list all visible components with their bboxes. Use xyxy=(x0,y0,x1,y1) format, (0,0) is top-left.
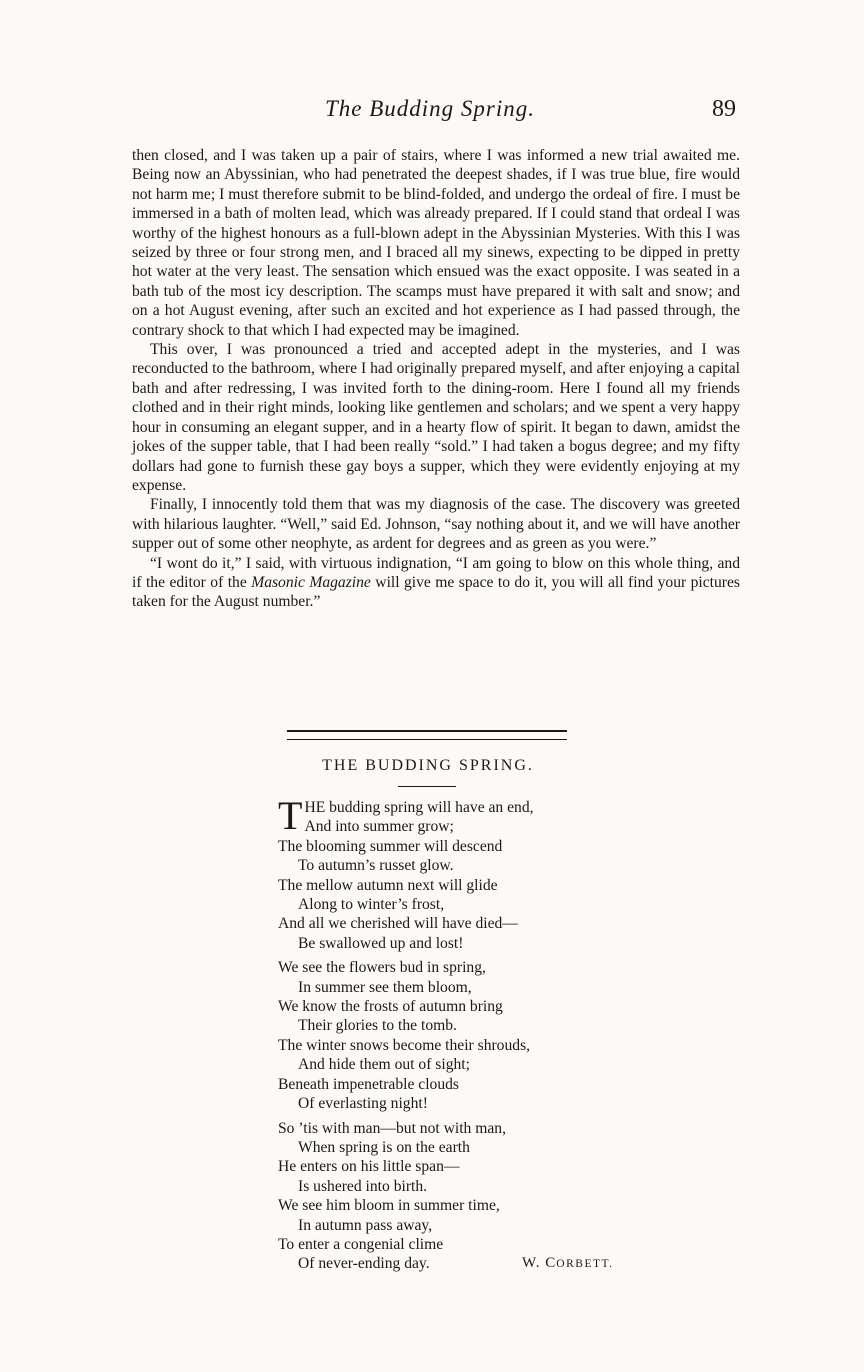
poem-line: The blooming summer will descend xyxy=(278,837,503,855)
stanza xyxy=(278,1119,638,1274)
article-prose xyxy=(132,146,740,612)
title-rule xyxy=(398,786,456,787)
poem-line: And into summer grow; xyxy=(304,818,454,836)
paragraph: This over, I was pronounced a tried and accepted adept in the mysteries, and I was reconducted to the bathroom, where I had originally prepared myself, and after enjoying a capital bath and after redressing, I was invited forth to the dining-room. Here I found all my friends clothed and in their right minds, looking like gentlemen and scholars; and we spent a very happy hour in consuming an elegant supper, and in a hearty flow of spirit. It began to dawn, amidst the jokes of the supper table, that I had been really “sold.” I had taken a bogus degree; and my fifty dollars had gone to furnish these gay boys a supper, which they were evidently enjoying at my expense. xyxy=(132,341,740,494)
stanza xyxy=(278,958,638,1113)
poem-line: So ’tis with man—but not with man, xyxy=(278,1119,506,1137)
poem-line: Along to winter’s frost, xyxy=(298,896,445,914)
poem-line: Be swallowed up and lost! xyxy=(298,934,464,952)
poem-line: The winter snows become their shrouds, xyxy=(278,1036,531,1054)
poem-line: To enter a congenial clime xyxy=(278,1235,444,1253)
poem-line: Beneath impenetrable clouds xyxy=(278,1075,459,1093)
running-head xyxy=(0,96,864,130)
paragraph-text: “I wont do it,” I said, with virtuous indignation, “I am going to blow on this whole thing, and if the editor of the xyxy=(132,554,740,591)
poem-line: THE budding spring will have an end, xyxy=(278,793,534,838)
drop-cap: T xyxy=(278,793,303,838)
paragraph: then closed, and I was taken up a pair of stairs, where I was informed a new trial awaited me. Being now an Abyssinian, who had penetrated the deepest shades, if I was true blue, fire would not harm me; I must therefore submit to be blind-folded, and undergo the ordeal of fire. I must be immersed in a bath of molten lead, which was already prepared. If I could stand that ordeal I was worthy of the highest honours as a full-blown adept in the Abyssinian Mysteries. With this I was seized by three or four strong men, and I braced all my sinews, expecting to be dipped in pretty hot water at the very least. The sensation which ensued was the exact opposite. I was seated in a bath tub of the most icy description. The scamps must have prepared it with salt and snow; and on a hot August evening, after such an excited and hot experience as I had passed through, the contrary shock to that which I had expected may be imagined. xyxy=(132,147,740,339)
paragraph xyxy=(132,554,740,612)
poem-line: And hide them out of sight; xyxy=(298,1056,470,1074)
poem-line: He enters on his little span— xyxy=(278,1158,460,1176)
poem-line: In autumn pass away, xyxy=(298,1216,433,1234)
section-divider xyxy=(287,730,567,740)
poem-line: Of everlasting night! xyxy=(298,1095,428,1113)
poem-line: Of never-ending day. xyxy=(298,1255,430,1273)
poem-line: Their glories to the tomb. xyxy=(298,1017,457,1035)
poem-line: We know the frosts of autumn bring xyxy=(278,998,503,1016)
poem-line: When spring is on the earth xyxy=(298,1138,470,1156)
poem xyxy=(278,793,638,1279)
poem-line: The mellow autumn next will glide xyxy=(278,876,498,894)
poem-line: To autumn’s russet glow. xyxy=(298,857,454,875)
page-number: 89 xyxy=(712,96,736,122)
magazine-title: Masonic Magazine xyxy=(251,573,371,591)
poem-line: We see him bloom in summer time, xyxy=(278,1197,500,1215)
paragraph: Finally, I innocently told them that was my diagnosis of the case. The discovery was greeted with hilarious laughter. “Well,” said Ed. Johnson, “say nothing about it, and we will have another supper out of some other neophyte, as ardent for degrees and as green as you were.” xyxy=(132,496,740,553)
paragraph-text: will give me space to do it, you will all find your pictures taken for the August number.” xyxy=(132,573,740,611)
poem-line: In summer see them bloom, xyxy=(298,978,472,996)
poem-title: THE BUDDING SPRING. xyxy=(322,757,534,774)
poem-line: We see the flowers bud in spring, xyxy=(278,959,486,977)
author-signature: W. CORBETT. xyxy=(522,1255,614,1271)
stanza xyxy=(278,793,638,953)
poem-line: Is ushered into birth. xyxy=(298,1177,428,1195)
poem-line: And all we cherished will have died— xyxy=(278,915,518,933)
running-title: The Budding Spring. xyxy=(324,96,536,121)
